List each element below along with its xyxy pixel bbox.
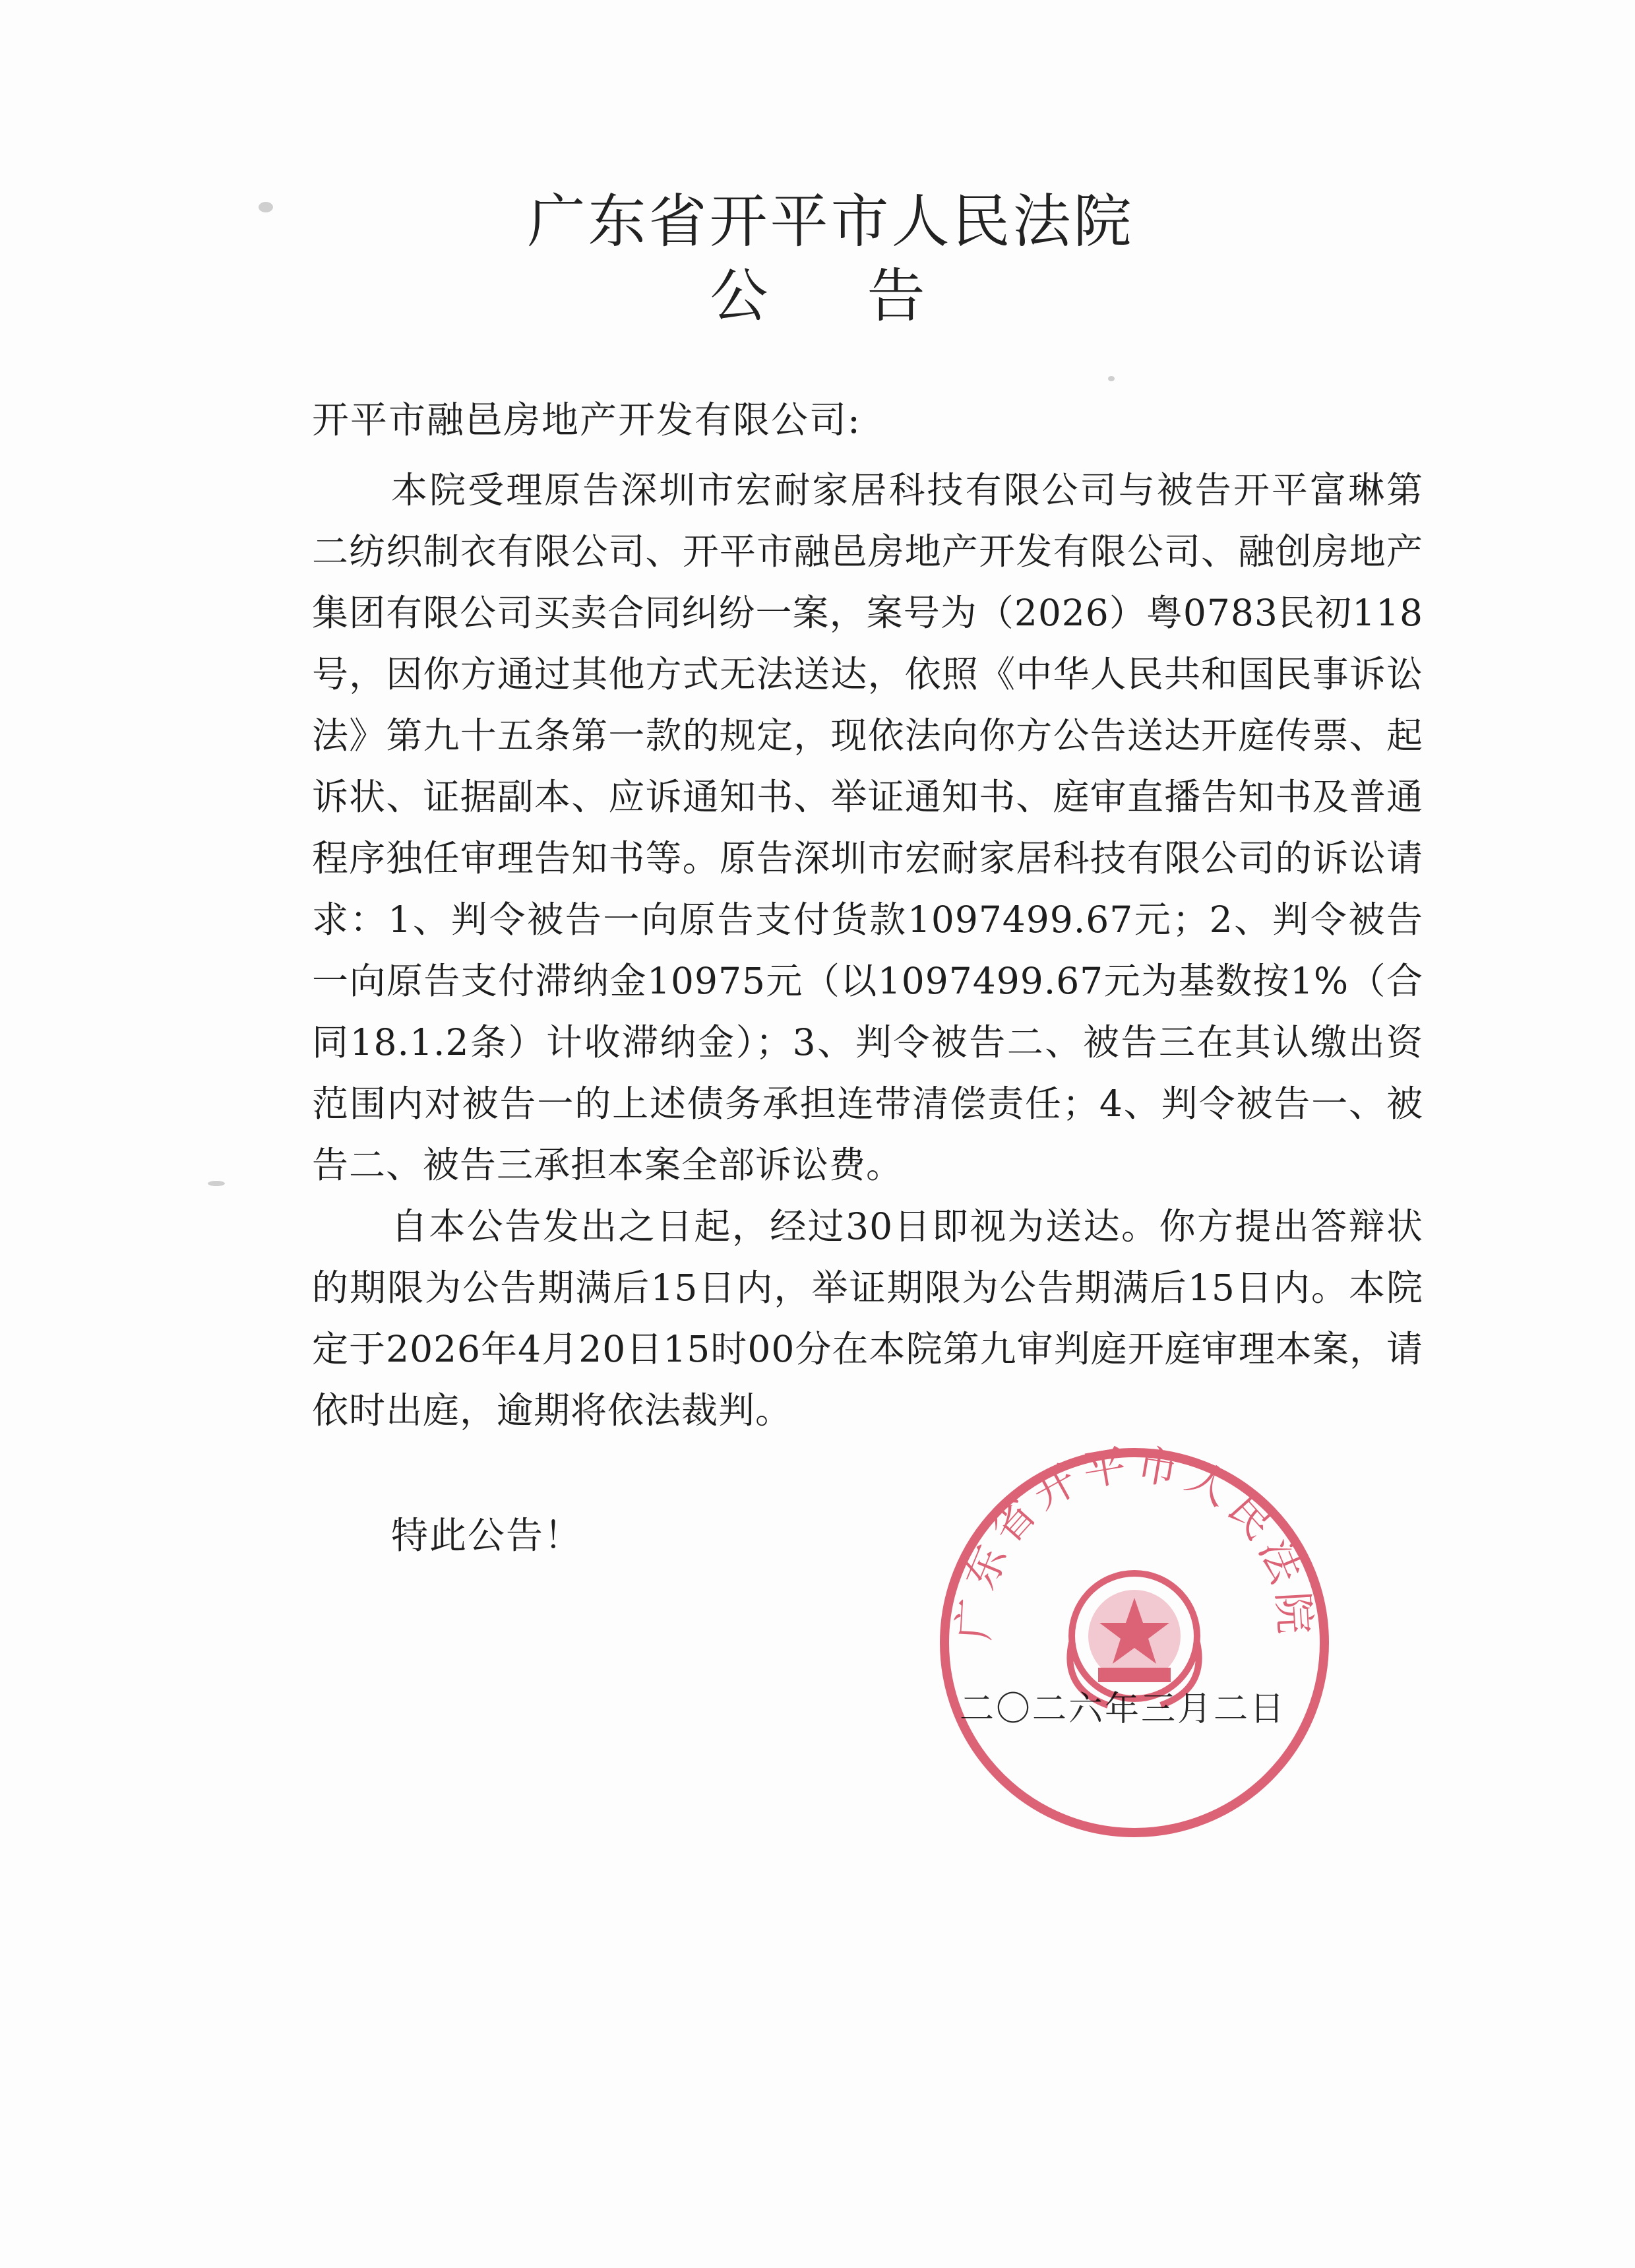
- scan-speck: [1108, 376, 1115, 381]
- court-seal-stamp: [930, 1438, 1339, 1847]
- national-emblem-icon: [1070, 1573, 1198, 1705]
- closing-statement: 特此公告！: [391, 1515, 582, 1558]
- addressee: 开平市融邑房地产开发有限公司:: [312, 399, 861, 442]
- paragraph-case-details: 本院受理原告深圳市宏耐家居科技有限公司与被告开平富琳第二纺织制衣有限公司、开平市融邑房地产开发有限公司、融创房地产集团有限公司买卖合同纠纷一案，案号为（2026）粤0783民初118号，因你方通过其他方式无法送达，依照《中华人民共和国民事诉讼法》第九十五条第一款的规定，现依法向你方公告送达开庭传票、起诉状、证据副本、应诉通知书、举证通知书、庭审直播告知书及普通程序独任审理告知书等。原告深圳市宏耐家居科技有限公司的诉讼请求：1、判令被告一向原告支付货款1097499.67元；2、判令被告一向原告支付滞纳金10975元（以1097499.67元为基数按1%（合同18.1.2条）计收滞纳金）；3、判令被告二、被告三在其认缴出资范围内对被告一的上述债务承担连带清偿责任；4、判令被告一、被告二、被告三承担本案全部诉讼费。: [312, 469, 1423, 1186]
- notice-heading: 公告: [710, 262, 1024, 330]
- notice-body: [312, 460, 1423, 1441]
- issue-date: 二〇二六年三月二日: [960, 1689, 1287, 1729]
- scan-speck: [208, 1181, 225, 1186]
- seal-arc-label: 广东省开平市人民法院: [950, 1440, 1319, 1642]
- paragraph-service-hearing: 自本公告发出之日起，经过30日即视为送达。你方提出答辩状的期限为公告期满后15日内，举证期限为公告期满后15日内。本院定于2026年4月20日15时00分在本院第九审判庭开庭审理本案，请依时出庭，逾期将依法裁判。: [312, 1205, 1423, 1432]
- court-name-heading: 广东省开平市人民法院: [527, 187, 1134, 255]
